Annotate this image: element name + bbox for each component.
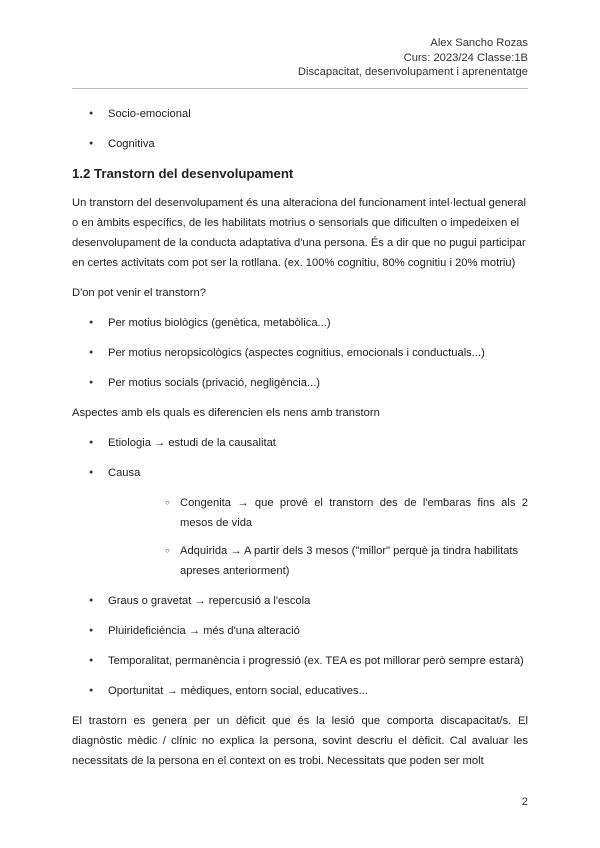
list-item: ● Oportunitat → mèdiques, entorn social, educatives... <box>72 681 528 701</box>
sublist-item: ○ Adquirida → A partir dels 3 mesos ("millor" perquè ja tindra habilitats apreses anteriorment) <box>144 541 528 581</box>
page-number: 2 <box>521 796 528 808</box>
section-heading: 1.2 Transtorn del desenvolupament <box>72 166 294 181</box>
list-item: ● Per motius biològics (genètica, metabòlica...) <box>72 313 528 333</box>
list-item: ● Temporalitat, permanència i progressió (ex. TEA es pot millorar però sempre estarà) <box>72 651 528 671</box>
header-author: Alex Sancho Rozas <box>430 37 528 49</box>
causes-list <box>72 313 528 393</box>
header-subject: Discapacitat, desenvolupament i aprenentatge <box>297 66 528 78</box>
aspects-list <box>72 433 528 701</box>
paragraph-question: D'on pot venir el transtorn? <box>72 287 206 299</box>
page-content <box>72 104 528 781</box>
causa-sublist <box>108 493 528 581</box>
list-item: ● Cognitiva <box>72 134 528 154</box>
paragraph-aspects-intro: Aspectes amb els quals es diferencien els nens amb transtorn <box>72 407 380 419</box>
header-course: Curs: 2023/24 Classe:1B <box>403 51 528 64</box>
sublist-item: ○ Congenita → que prové el transtorn des de l'embaras fins als 2 mesos de vida <box>144 493 528 533</box>
header-divider <box>72 88 528 89</box>
intro-list <box>72 104 528 154</box>
list-item: ● Pluirideficiència → més d'una alteració <box>72 621 528 641</box>
list-item-label: Causa <box>108 467 141 479</box>
paragraph-definition: Un transtorn del desenvolupament és una alteraciona del funcionament intel·lectual general o en àmbits específics, de les habilitats motrius o sensorials que dificulten o impedeixen el desenvolupament de la conducta adaptativa d'una persona. És a dir que no pugui participar en certes activitats com pot ser la rotllana. (ex. 100% cognitiu, 80% cognitiu i 20% motriu) <box>72 197 527 269</box>
list-item: ● Graus o gravetat → repercusió a l'escola <box>72 591 528 611</box>
list-item: ● Socio-emocional <box>72 104 528 124</box>
paragraph-deficit: El trastorn es genera per un dèficit que és la lesió que comporta discapacitat/s. El diagnòstic mèdic / clínic no explica la persona, sovint descriu el dèficit. Cal avaluar les necessitats de la persona en el context on es trobi. Necessitats que poden ser molt <box>72 715 528 767</box>
list-item-causa <box>72 463 528 581</box>
list-item: ● Per motius neropsicològics (aspectes cognitius, emocionals i conductuals...) <box>72 343 528 363</box>
list-item: ● Etiologia → estudi de la causalitat <box>72 433 528 453</box>
list-item: ● Per motius socials (privació, negligència...) <box>72 373 528 393</box>
page-header <box>298 36 528 80</box>
